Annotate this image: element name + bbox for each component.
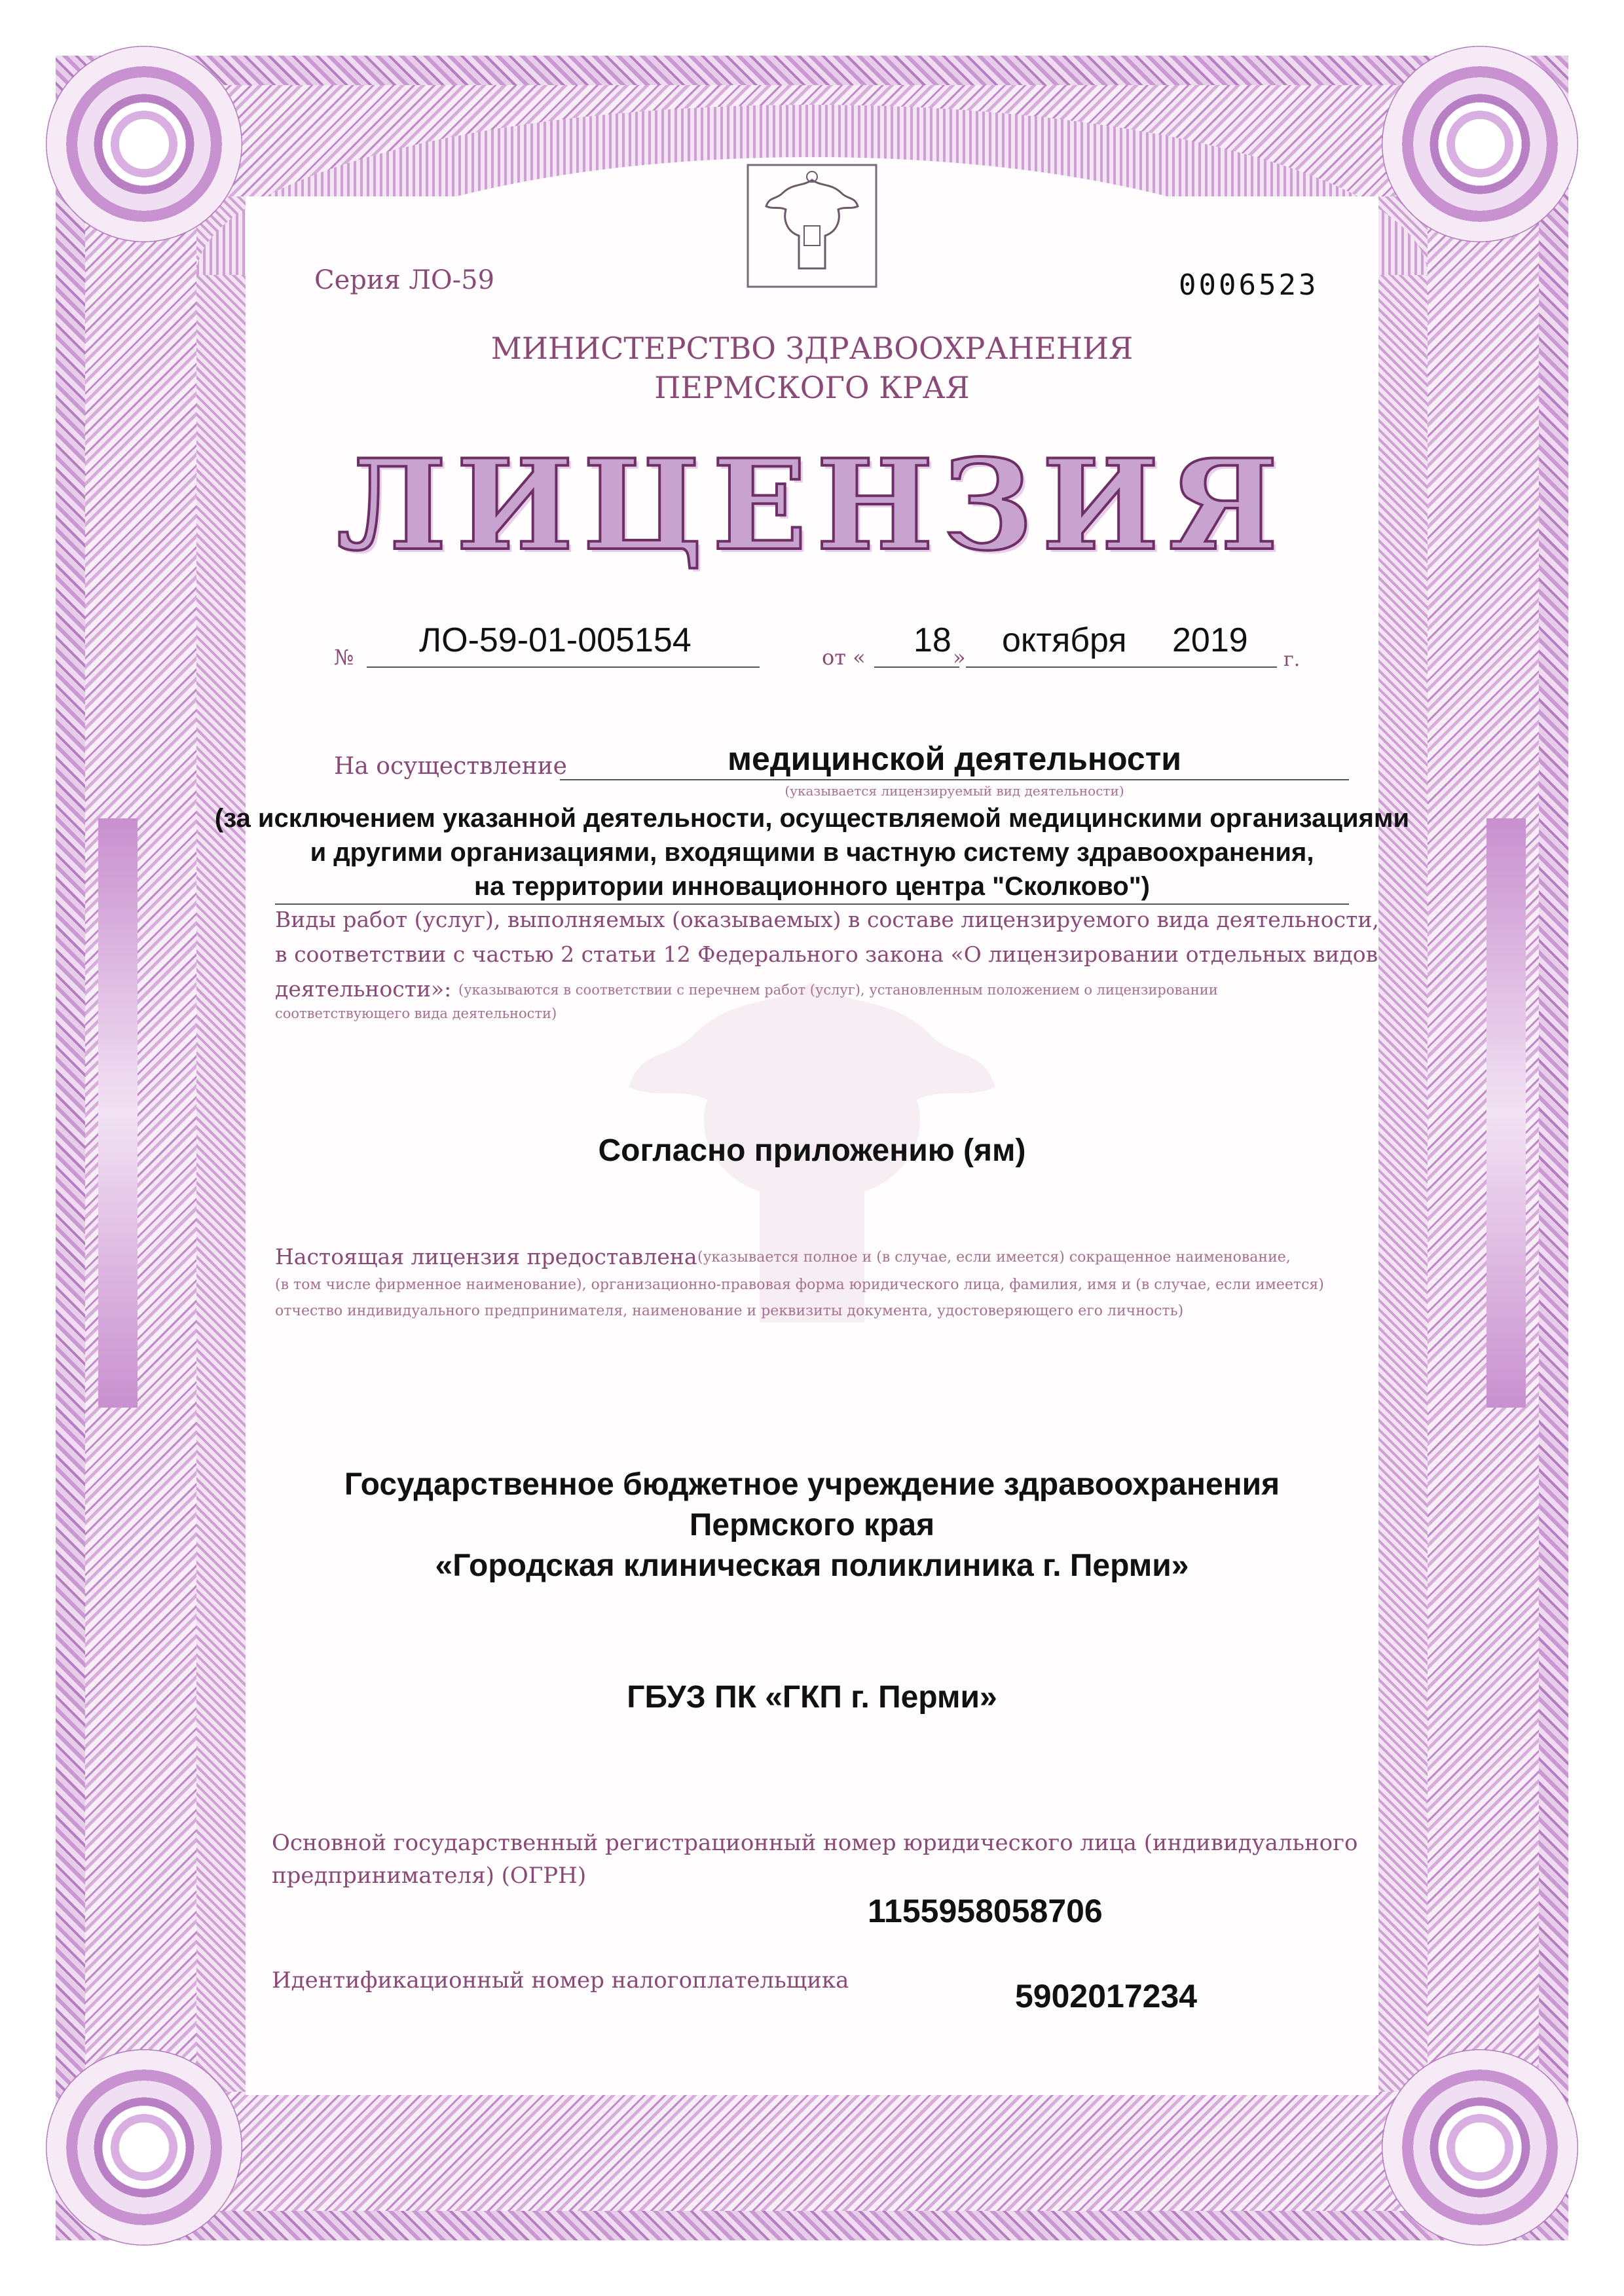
licensee-full-name-line2: Пермского края xyxy=(689,1508,935,1542)
activity-caption: (указывается лицензируемый вид деятельности) xyxy=(784,783,1124,799)
month-year-underline xyxy=(966,666,1277,668)
date-close-quote: » xyxy=(953,645,966,670)
works-label-line1: Виды работ (услуг), выполняемых (оказываемых) в составе лицензируемого вида деятельности, xyxy=(275,907,1379,932)
licensee-full-name-line3: «Городская клиническая поликлиника г. Перми» xyxy=(435,1548,1189,1583)
coat-of-arms-icon xyxy=(747,164,877,288)
activity-underline xyxy=(560,779,1349,780)
activity-detail-line2: и другими организациями, входящими в частную систему здравоохранения, xyxy=(310,838,1314,867)
year-suffix: г. xyxy=(1283,648,1301,671)
rosette-ornament-icon xyxy=(1382,46,1578,242)
left-side-band xyxy=(98,818,138,1408)
licensee-full-name-line1: Государственное бюджетное учреждение здравоохранения xyxy=(344,1467,1280,1502)
series-label: Серия ЛО-59 xyxy=(314,265,495,295)
licensee-note-line3: отчество индивидуального предпринимателя, наименование и реквизиты документа, удостоверяющего его личность) xyxy=(275,1303,1184,1319)
works-note-line1: (указываются в соответствии с перечнем работ (услуг), установленным положением о лицензировании xyxy=(458,982,1218,998)
activity-detail-line1: (за исключением указанной деятельности, осуществляемой медицинскими организациями xyxy=(214,804,1410,833)
inn-label: Идентификационный номер налогоплательщика xyxy=(272,1967,849,1994)
blank-number: 0006523 xyxy=(1179,268,1319,302)
activity-detail-line3: на территории инновационного центра "Сколково") xyxy=(473,872,1150,901)
ogrn-label-line1: Основной государственный регистрационный номер юридического лица (индивидуального xyxy=(272,1830,1358,1856)
document-title: ЛИЦЕНЗИЯ xyxy=(337,432,1287,578)
rosette-ornament-icon xyxy=(1382,2049,1578,2246)
works-note-line2: соответствующего вида деятельности) xyxy=(275,1006,557,1021)
date-from-label: от « xyxy=(822,645,866,670)
rosette-ornament-icon xyxy=(46,46,242,242)
licensee-note-line1: (указывается полное и (в случае, если имеется) сокращенное наименование, xyxy=(697,1249,1291,1266)
license-year: 2019 xyxy=(1172,621,1248,659)
license-day: 18 xyxy=(913,621,951,659)
authority-name-line2: ПЕРМСКОГО КРАЯ xyxy=(654,370,970,405)
right-side-band xyxy=(1486,818,1526,1408)
rosette-ornament-icon xyxy=(46,2049,242,2246)
license-number: ЛО-59-01-005154 xyxy=(419,621,692,659)
inn-value: 5902017234 xyxy=(1015,1978,1198,2014)
activity-value: медицинской деятельности xyxy=(728,740,1181,777)
number-sign: № xyxy=(334,645,354,670)
number-underline xyxy=(367,666,760,668)
works-label-line2: в соответствии с частью 2 статьи 12 Федерального закона «О лицензировании отдельных видов xyxy=(275,941,1378,967)
activity-detail-underline xyxy=(275,903,1349,905)
license-month: октября xyxy=(1002,621,1127,659)
ogrn-value: 1155958058706 xyxy=(868,1893,1103,1929)
licensee-intro: Настоящая лицензия предоставлена xyxy=(275,1244,697,1269)
day-underline xyxy=(874,666,959,668)
licensee-short-name: ГБУЗ ПК «ГКП г. Перми» xyxy=(627,1680,997,1715)
activity-label: На осуществление xyxy=(334,753,567,780)
ogrn-label-line2: предпринимателя) (ОГРН) xyxy=(272,1863,587,1889)
authority-name-line1: МИНИСТЕРСТВО ЗДРАВООХРАНЕНИЯ xyxy=(490,331,1134,366)
works-value: Согласно приложению (ям) xyxy=(598,1133,1026,1168)
works-label-line3: деятельности»: xyxy=(275,976,452,1002)
licensee-note-line2: (в том числе фирменное наименование), организационно-правовая форма юридического лица, фамилия, имя и (в случае, если имеется) xyxy=(275,1277,1324,1293)
